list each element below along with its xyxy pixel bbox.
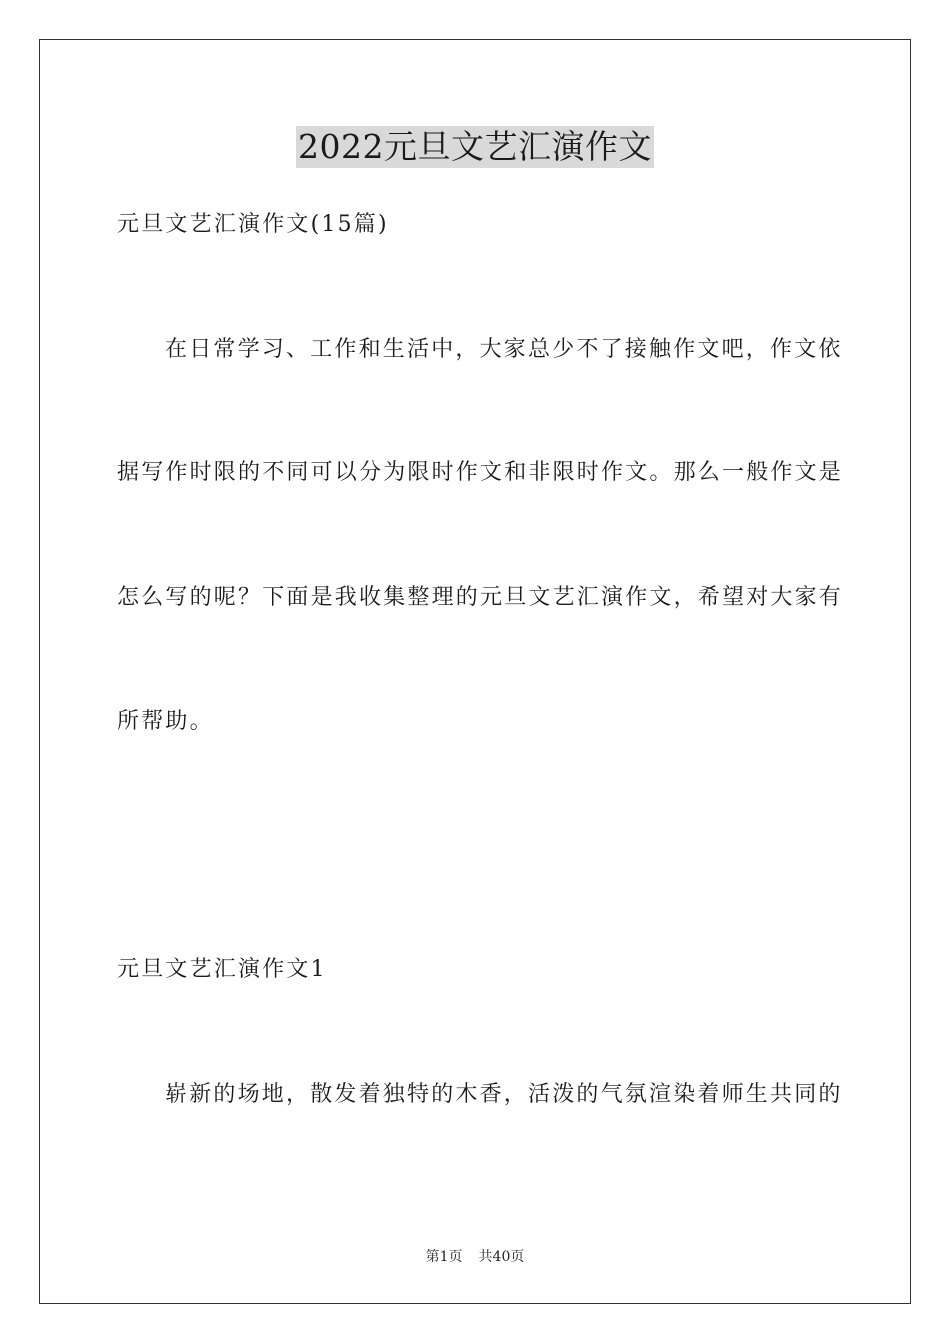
page-footer xyxy=(0,1247,950,1267)
page-number-total: 共40页 xyxy=(478,1249,525,1265)
title-container xyxy=(0,126,950,168)
intro-line-1: 在日常学习、工作和生活中，大家总少不了接触作文吧，作文依 xyxy=(165,337,843,362)
document-title: 2022元旦文艺汇演作文 xyxy=(298,127,652,166)
document-subtitle: 元旦文艺汇演作文(15篇) xyxy=(117,212,389,237)
page-number-current: 第1页 xyxy=(425,1249,463,1265)
intro-line-4: 所帮助。 xyxy=(117,709,214,734)
section-heading: 元旦文艺汇演作文1 xyxy=(117,957,327,982)
intro-line-3: 怎么写的呢？下面是我收集整理的元旦文艺汇演作文，希望对大家有 xyxy=(117,585,844,610)
intro-line-2: 据写作时限的不同可以分为限时作文和非限时作文。那么一般作文是 xyxy=(117,460,844,485)
section-line-1: 崭新的场地，散发着独特的木香，活泼的气氛渲染着师生共同的 xyxy=(165,1082,843,1107)
